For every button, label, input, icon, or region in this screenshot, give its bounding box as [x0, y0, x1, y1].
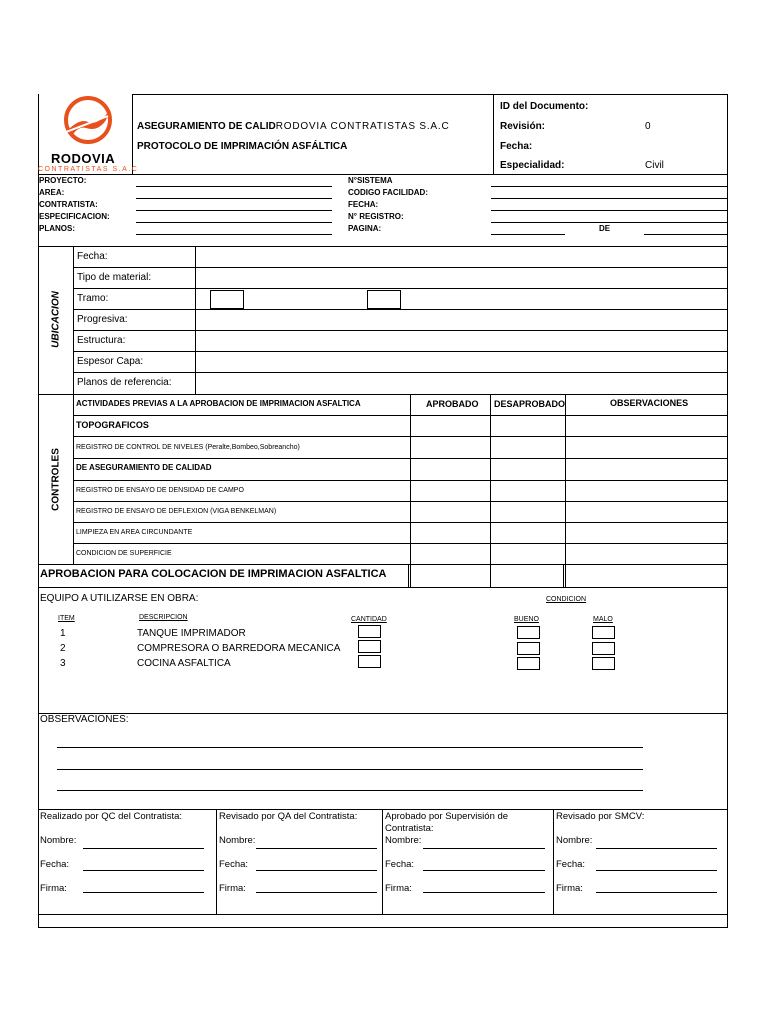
- sig-qa-fecha-field[interactable]: [256, 870, 377, 871]
- controles-col-divider: [73, 394, 74, 564]
- ctrl-topograficos: TOPOGRAFICOS: [76, 420, 149, 430]
- ubic-row-tipo-material: Tipo de material:: [77, 272, 152, 283]
- signatures-bottom: [38, 914, 728, 915]
- codigo-facilidad-field[interactable]: [491, 198, 727, 199]
- aprobado-header: APROBADO: [426, 399, 479, 409]
- observaciones-line-2[interactable]: [57, 769, 643, 770]
- sig-nombre-label: Nombre:: [556, 835, 593, 846]
- logo-name: RODOVIA: [51, 151, 116, 166]
- sig-qa-title: Revisado por QA del Contratista:: [219, 811, 358, 822]
- item-desc: TANQUE IMPRIMADOR: [137, 628, 246, 639]
- col-item: ITEM: [58, 615, 75, 622]
- nsistema-label: N°SISTEMA: [348, 176, 393, 185]
- ctrl-row-line: [73, 480, 728, 481]
- ubic-row-espesor: Espesor Capa:: [77, 356, 144, 367]
- ctrl-deflexion: REGISTRO DE ENSAYO DE DEFLEXION (VIGA BENKELMAN): [76, 508, 277, 515]
- aprobacion-label: APROBACION PARA COLOCACION DE IMPRIMACION ASFALTICA: [40, 568, 387, 580]
- sig-firma-label: Firma:: [385, 883, 412, 894]
- ubic-row-progresiva: Progresiva:: [77, 314, 128, 325]
- bueno-box-2[interactable]: [517, 642, 540, 655]
- observaciones-line-1[interactable]: [57, 747, 643, 748]
- frame-left-top: [38, 94, 39, 174]
- planos-label: PLANOS:: [39, 224, 75, 233]
- sig-supervision-title-2: Contratista:: [385, 823, 434, 834]
- desaprobado-col-divider: [490, 394, 491, 587]
- header-bottom-border: [38, 174, 728, 175]
- sig-sup-firma-field[interactable]: [423, 892, 545, 893]
- bueno-box-1[interactable]: [517, 626, 540, 639]
- sig-qc-firma-field[interactable]: [83, 892, 204, 893]
- sig-qc-title: Realizado por QC del Contratista:: [40, 811, 183, 822]
- sig-divider-1: [216, 809, 217, 915]
- ubic-row-line: [73, 330, 728, 331]
- condicion-label: CONDICION: [546, 596, 587, 603]
- malo-box-2[interactable]: [592, 642, 615, 655]
- ubicacion-bottom: [38, 394, 728, 395]
- observaciones-line-3[interactable]: [57, 790, 643, 791]
- logo-divider: [132, 94, 133, 174]
- sig-supervision-title: Aprobado por Supervisión de: [385, 811, 509, 822]
- bueno-box-3[interactable]: [517, 657, 540, 670]
- ctrl-row-line: [73, 501, 728, 502]
- ctrl-row-line: [73, 415, 728, 416]
- sig-qa-nombre-field[interactable]: [256, 848, 377, 849]
- malo-box-1[interactable]: [592, 626, 615, 639]
- controles-section-label: CONTROLES: [50, 448, 62, 511]
- malo-box-3[interactable]: [592, 657, 615, 670]
- ubic-row-line: [73, 372, 728, 373]
- item-num: 1: [60, 628, 66, 639]
- contratista-label: CONTRATISTA:: [39, 200, 98, 209]
- project-label: PROYECTO:: [39, 176, 87, 185]
- ubic-row-estructura: Estructura:: [77, 335, 126, 346]
- revision-value: 0: [645, 121, 651, 132]
- planos-field[interactable]: [136, 234, 332, 235]
- especialidad-value: Civil: [645, 160, 664, 171]
- ctrl-limpieza: LIMPIEZA EN AREA CIRCUNDANTE: [76, 529, 193, 536]
- sig-fecha-label: Fecha:: [40, 859, 70, 870]
- especificacion-label: ESPECIFICACION:: [39, 212, 110, 221]
- revision-label: Revisión:: [500, 121, 546, 132]
- sig-qa-firma-field[interactable]: [256, 892, 377, 893]
- header-top-border: [132, 94, 728, 95]
- item-desc: COMPRESORA O BARREDORA MECANICA: [137, 643, 341, 654]
- de-label: DE: [599, 224, 611, 233]
- activities-header: ACTIVIDADES PREVIAS A LA APROBACION DE IMPRIMACION ASFALTICA: [76, 399, 361, 408]
- pagina-total-field[interactable]: [644, 234, 727, 235]
- ubic-row-line: [73, 288, 728, 289]
- ctrl-condicion: CONDICION DE SUPERFICIE: [76, 550, 172, 557]
- ubicacion-top: [38, 246, 728, 247]
- aprobacion-divider: [408, 564, 409, 587]
- tramo-to-box[interactable]: [367, 290, 401, 309]
- header-divider: [493, 94, 494, 174]
- aprobacion-bottom: [38, 587, 728, 588]
- pagina-field[interactable]: [491, 234, 565, 235]
- sig-fecha-label: Fecha:: [556, 859, 586, 870]
- ctrl-row-line: [73, 436, 728, 437]
- ctrl-row-line: [73, 522, 728, 523]
- logo-subtitle: CONTRATISTAS S.A.C: [38, 166, 139, 173]
- tramo-from-box[interactable]: [210, 290, 244, 309]
- nsistema-field[interactable]: [491, 186, 727, 187]
- sig-smcv-title: Revisado por SMCV:: [556, 811, 645, 822]
- ubic-row-fecha: Fecha:: [77, 251, 108, 262]
- item-num: 2: [60, 643, 66, 654]
- sig-firma-label: Firma:: [219, 883, 246, 894]
- cantidad-box-1[interactable]: [358, 625, 381, 638]
- nregistro-field[interactable]: [491, 222, 727, 223]
- ctrl-row-line: [73, 458, 728, 459]
- protocol-title: PROTOCOLO DE IMPRIMACIÓN ASFÁLTICA: [137, 141, 348, 152]
- cantidad-box-2[interactable]: [358, 640, 381, 653]
- fecha-project-field[interactable]: [491, 210, 727, 211]
- sig-smcv-fecha-field[interactable]: [596, 870, 717, 871]
- col-cantidad: CANTIDAD: [351, 616, 387, 623]
- controles-bottom: [38, 564, 728, 565]
- observaciones-col-divider: [565, 394, 566, 587]
- sig-nombre-label: Nombre:: [219, 835, 256, 846]
- ubic-row-line: [73, 351, 728, 352]
- sig-fecha-label: Fecha:: [219, 859, 249, 870]
- signatures-top: [38, 809, 728, 810]
- fecha-project-label: FECHA:: [348, 200, 379, 209]
- desaprobado-header: DESAPROBADO: [494, 399, 566, 409]
- sig-qc-nombre-field[interactable]: [83, 848, 204, 849]
- cantidad-box-3[interactable]: [358, 655, 381, 668]
- sig-divider-3: [553, 809, 554, 915]
- area-label: AREA:: [39, 188, 65, 197]
- observaciones-header: OBSERVACIONES: [610, 398, 689, 408]
- col-malo: MALO: [593, 616, 613, 623]
- equipo-bottom: [38, 713, 728, 714]
- header-title: ASEGURAMIENTO DE CALIDRODOVIA CONTRATISTAS S.A.C: [137, 121, 450, 132]
- ubic-row-line: [73, 309, 728, 310]
- pagina-label: PAGINA:: [348, 224, 382, 233]
- sig-qc-fecha-field[interactable]: [83, 870, 204, 871]
- doc-id-label: ID del Documento:: [500, 101, 589, 112]
- sig-firma-label: Firma:: [40, 883, 67, 894]
- sig-sup-nombre-field[interactable]: [423, 848, 545, 849]
- ctrl-aseguramiento: DE ASEGURAMIENTO DE CALIDAD: [76, 463, 212, 472]
- col-descripcion: DESCRIPCION: [139, 614, 188, 621]
- aprobado-col-divider: [410, 394, 411, 587]
- especialidad-label: Especialidad:: [500, 160, 565, 171]
- area-field[interactable]: [136, 198, 332, 199]
- sig-sup-fecha-field[interactable]: [423, 870, 545, 871]
- rodovia-logo: [58, 96, 118, 148]
- fecha-label: Fecha:: [500, 141, 533, 152]
- item-num: 3: [60, 658, 66, 669]
- aprobacion-divider-2: [563, 564, 564, 587]
- ubic-row-tramo: Tramo:: [77, 293, 109, 304]
- contratista-field[interactable]: [136, 210, 332, 211]
- ubic-row-line: [73, 267, 728, 268]
- sig-firma-label: Firma:: [556, 883, 583, 894]
- sig-smcv-firma-field[interactable]: [596, 892, 717, 893]
- sig-fecha-label: Fecha:: [385, 859, 415, 870]
- nregistro-label: N° REGISTRO:: [348, 212, 404, 221]
- item-desc: COCINA ASFALTICA: [137, 658, 231, 669]
- ctrl-densidad: REGISTRO DE ENSAYO DE DENSIDAD DE CAMPO: [76, 487, 244, 494]
- equipo-title: EQUIPO A UTILIZARSE EN OBRA:: [40, 593, 199, 604]
- ctrl-registro-niveles: REGISTRO DE CONTROL DE NIVELES (Peralte,Bombeo,Sobreancho): [76, 444, 300, 451]
- sig-smcv-nombre-field[interactable]: [596, 848, 717, 849]
- col-bueno: BUENO: [514, 616, 539, 623]
- project-field[interactable]: [136, 186, 332, 187]
- sig-divider-2: [382, 809, 383, 915]
- sig-nombre-label: Nombre:: [40, 835, 77, 846]
- sig-nombre-label: Nombre:: [385, 835, 422, 846]
- ubic-row-planos: Planos de referencia:: [77, 377, 172, 388]
- especificacion-field[interactable]: [136, 222, 332, 223]
- codigo-facilidad-label: CODIGO FACILIDAD:: [348, 188, 428, 197]
- ubicacion-section-label: UBICACION: [50, 291, 62, 348]
- observaciones-label: OBSERVACIONES:: [40, 714, 129, 725]
- ctrl-row-line: [73, 543, 728, 544]
